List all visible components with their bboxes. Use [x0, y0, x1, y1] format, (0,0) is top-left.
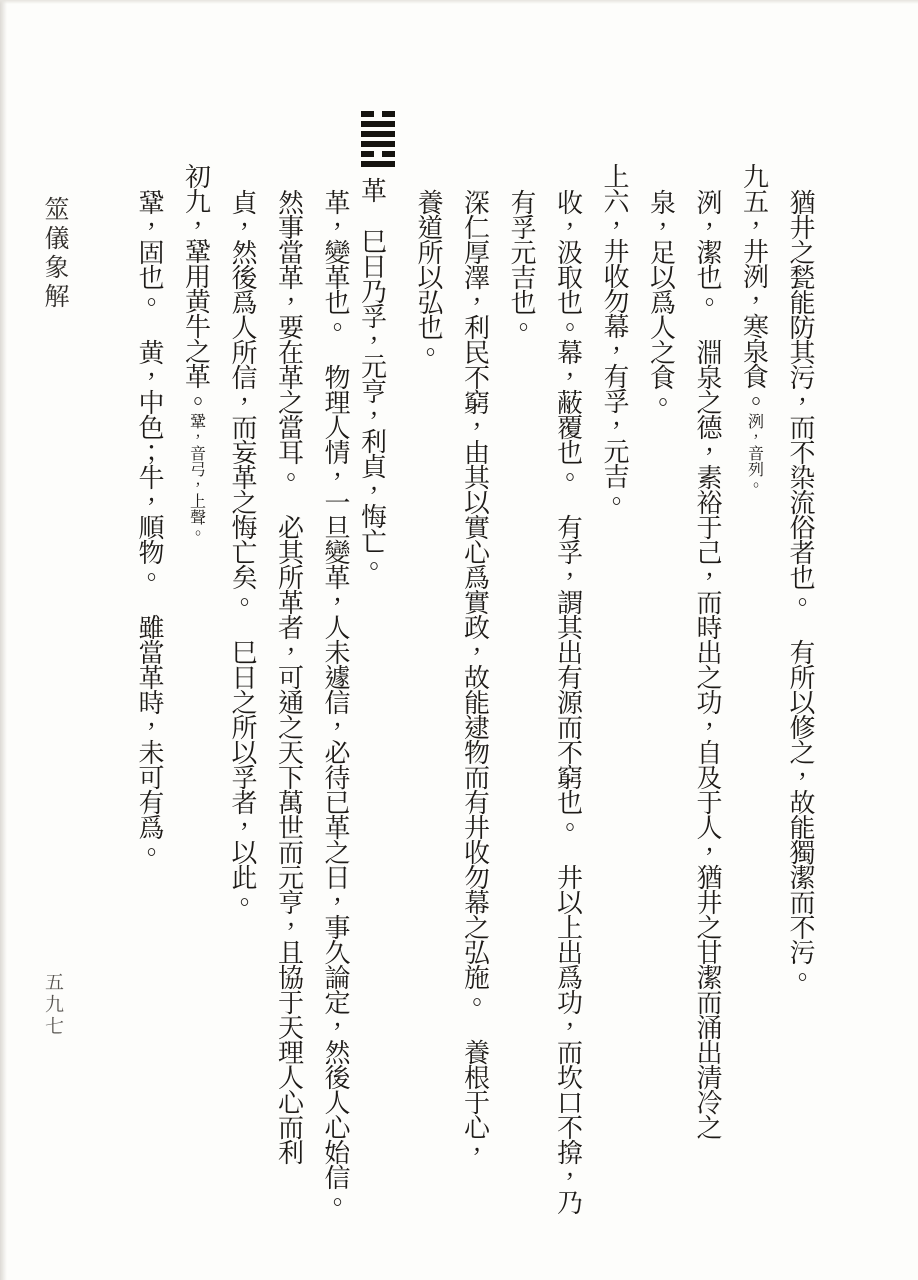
hexagram-column-ge: [357, 105, 404, 1280]
main-text-block: [124, 105, 822, 1280]
hexagram-judgment-text: 巳日乃孚，元亨，利貞，悔亡。: [357, 228, 387, 578]
scan-edge-left: [0, 0, 7, 1280]
scripture-text: 九五，井洌，寒泉食。: [739, 163, 769, 413]
scripture-column-initial-nine: [171, 105, 218, 1280]
commentary-text: 養道所以弘也。: [414, 189, 443, 364]
commentary-text: 洌，潔也。 淵泉之德，素裕于己，而時出之功，自及于人，猶井之甘潔而涌出清冷之: [693, 189, 722, 1139]
phonetic-note: 鞏，音弓，上聲。: [187, 413, 205, 541]
scripture-text: 上六，井收勿幕，有孚，元吉。: [600, 163, 629, 513]
commentary-column-deep-benevolence: [450, 105, 497, 1280]
commentary-text: 猶井之甃能防其污，而不染流俗者也。 有所以修之，故能獨潔而不污。: [786, 189, 815, 989]
commentary-text: 收，汲取也。幕，蔽覆也。 有孚，謂其出有源而不窮也。 井以上出爲功，而坎口不揜，乃: [553, 189, 583, 1214]
commentary-text: 泉，足以爲人之食。: [646, 189, 676, 414]
commentary-column-youfu-conclusion: [497, 105, 544, 1280]
commentary-column-proper-change: [264, 105, 311, 1280]
running-book-title: 筮儀象解: [41, 196, 68, 312]
commentary-column-nurture-conclusion: [404, 105, 451, 1280]
hexagram-ge-symbol-icon: [361, 107, 395, 171]
commentary-column-quan-continuation: [636, 105, 683, 1280]
commentary-text: 有孚元吉也。: [507, 189, 536, 339]
page-number: 五九七: [42, 972, 63, 1038]
scan-edge-top: [0, 0, 918, 4]
commentary-text: 鞏，固也。 黄，中色；牛，順物。 雖當革時，未可有爲。: [135, 189, 164, 864]
commentary-column-gong-gu: [125, 105, 172, 1280]
scripture-column-nine-five: [729, 105, 776, 1280]
phonetic-note: 洌，音列。: [745, 413, 763, 493]
commentary-column-zhen-continuation: [218, 105, 265, 1280]
commentary-text: 貞，然後爲人所信，而妄革之悔亡矣。 巳日之所以孚者，以此。: [228, 189, 257, 914]
commentary-text: 深仁厚澤，利民不窮，由其以實心爲實政，故能逮物而有井收勿幕之弘施。 養根于心，: [460, 189, 490, 1164]
scripture-text: 初九，鞏用黄牛之革。: [181, 163, 211, 413]
hexagram-name: 革: [357, 177, 387, 202]
commentary-text: 然事當革，要在革之當耳。 必其所革者，可通之天下萬世而元亨，且協于天理人心而利: [274, 189, 304, 1164]
scripture-column-top-six: [590, 105, 637, 1280]
commentary-text: 革，變革也。 物理人情，一旦變革，人未遽信，必待已革之日，事久論定，然後人心始信。: [321, 189, 350, 1214]
commentary-column-lie-jie: [683, 105, 730, 1280]
commentary-column-well-bricks: [776, 105, 823, 1280]
commentary-column-ge-change: [311, 105, 358, 1280]
commentary-column-shou-ji: [543, 105, 590, 1280]
